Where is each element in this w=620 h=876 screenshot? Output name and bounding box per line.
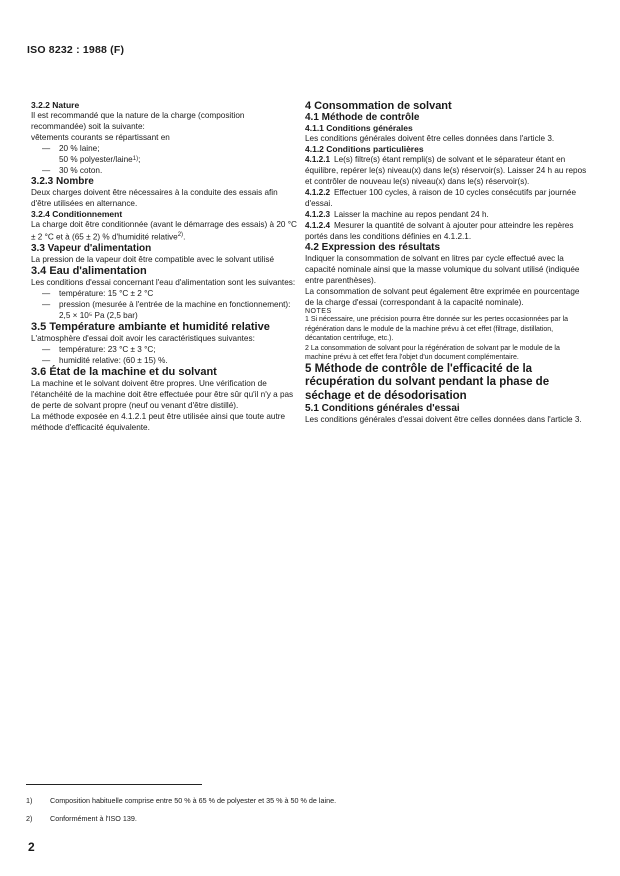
section-4-2-text-1: Indiquer la consommation de solvant en litres par cycle effectué avec la capacité nominale ainsi que la masse volumique du solvant utilisé (indiquée entre parenthèses). — [305, 254, 580, 285]
section-5-title: 5 Méthode de contrôle de l'efficacité de la récupération du solvant pendant la phase de séchage et de désodorisation — [305, 362, 550, 402]
section-3-4-title: 3.4 Eau d'alimentation — [31, 264, 147, 277]
section-5-1-title: 5.1 Conditions générales d'essai — [305, 403, 460, 414]
paragraph-4-1-2-3: 4.1.2.3 Laisser la machine au repos pendant 24 h. — [305, 210, 489, 219]
section-3-6-title: 3.6 État de la machine et du solvant — [31, 365, 217, 378]
section-4-2-title: 4.2 Expression des résultats — [305, 242, 441, 253]
section-3-2-3-title: 3.2.3 Nombre — [31, 176, 94, 187]
footnote-ref-2: 2) — [177, 232, 184, 238]
list-item: — humidité relative: (60 ± 15) %. — [42, 355, 168, 365]
section-3-5-text: L'atmosphère d'essai doit avoir les caractéristiques suivantes: — [31, 333, 255, 343]
section-4-title: 4 Consommation de solvant — [305, 100, 452, 112]
section-3-2-4-text: La charge doit être conditionnée (avant le démarrage des essais) à 20 °C ± 2 °C et à (65 ± 2) % d'humidité relative$^{2)}$. — [31, 220, 297, 242]
list-item: — température: 15 °C ± 2 °C — [42, 288, 154, 298]
paragraph-4-1-2-4: 4.1.2.4 Mesurer la quantité de solvant à ajouter pour atteindre les repères portés dans les conditions définies en 4.1.2.1. — [305, 221, 574, 241]
section-3-4-text: Les conditions d'essai concernant l'eau d'alimentation sont les suivantes: — [31, 277, 296, 287]
section-3-6-text-2: La méthode exposée en 4.1.2.1 peut être utilisée ainsi que toute autre méthode d'efficacité équivalente. — [31, 411, 285, 432]
paragraph-4-1-2-2: 4.1.2.2 Effectuer 100 cycles, à raison de 10 cycles consécutifs par journée d'essai. — [305, 188, 577, 208]
standard-header: ISO 8232 : 1988 (F) — [27, 44, 125, 56]
list-item: — température: 23 °C ± 3 °C; — [42, 344, 156, 354]
footnote-rule — [26, 784, 202, 785]
section-3-5-title: 3.5 Température ambiante et humidité relative — [31, 320, 270, 333]
right-column — [305, 100, 587, 425]
notes-title: NOTES — [305, 308, 332, 315]
footnote-2: 2) Conformément à l'ISO 139. — [26, 814, 137, 823]
section-3-2-2-title: 3.2.2 Nature — [31, 100, 80, 110]
section-3-3-title: 3.3 Vapeur d'alimentation — [31, 242, 152, 254]
list-item: 50 % polyester/laine 1) ; — [59, 155, 141, 164]
note-1: 1 Si nécessaire, une précision pourra être donnée sur les pertes occasionnées par la régénération dans le module de la machine prévu à cet effet (filtrage, distillation, décantation centrifuge, etc.). — [305, 316, 569, 342]
section-4-1-title: 4.1 Méthode de contrôle — [305, 112, 420, 123]
section-3-6-text-1: La machine et le solvant doivent être propres. Une vérification de l'étanchéité de la machine doit être effectuée pour être sûr qu'il n'y a pas de perte de solvant propre (neuf ou venant d'être distillé). — [31, 378, 294, 410]
section-4-1-1-title: 4.1.1 Conditions générales — [305, 123, 413, 133]
list-item: — pression (mesurée à l'entrée de la machine en fonctionnement): 2,5 × 10⁵ Pa (2,5 bar) — [42, 299, 291, 320]
note-2: 2 La consommation de solvant pour la régénération de solvant par le module de la machine prévu à cet effet fera l'objet d'un document complémentaire. — [305, 344, 560, 361]
section-3-2-4-title: 3.2.4 Conditionnement — [31, 209, 123, 219]
section-3-3-text: La pression de la vapeur doit être compatible avec le solvant utilisé — [31, 254, 275, 264]
list-item: — 30 % coton. — [42, 166, 103, 175]
left-column — [31, 100, 299, 433]
page-number: 2 — [28, 840, 35, 854]
section-4-1-1-text: Les conditions générales doivent être celles données dans l'article 3. — [305, 134, 555, 143]
section-3-2-3-text: Deux charges doivent être nécessaires à la conduite des essais afin d'être utilisées en alternance. — [31, 188, 278, 208]
section-5-1-text: Les conditions générales d'essai doivent être celles données dans l'article 3. — [305, 415, 582, 424]
footnote-1: 1) Composition habituelle comprise entre 50 % à 65 % de polyester et 35 % à 50 % de laine. — [26, 796, 337, 805]
section-4-1-2-title: 4.1.2 Conditions particulières — [305, 144, 424, 154]
section-3-2-2-text: Il est recommandé que la nature de la charge (composition recommandée) soit la suivante: — [31, 111, 245, 131]
paragraph-4-1-2-1: 4.1.2.1 Le(s) filtre(s) étant rempli(s) de solvant et le séparateur étant en équilibre, repérer le(s) niveau(x) dans le(s) réservoir(s). Laisser 24 h au repos et contrôler de nouveau le(s) niveau(x) dans le(s) réservoir(s). — [305, 155, 587, 186]
list-item: — 20 % laine; — [42, 144, 100, 153]
footnote-ref-1: 1) — [132, 156, 139, 162]
section-3-2-2-intro: vêtements courants se répartissant en — [31, 133, 170, 142]
section-4-2-text-2: La consommation de solvant peut également être exprimée en pourcentage de la charge d'essai (correspondant à la capacité nominale). — [305, 287, 580, 307]
